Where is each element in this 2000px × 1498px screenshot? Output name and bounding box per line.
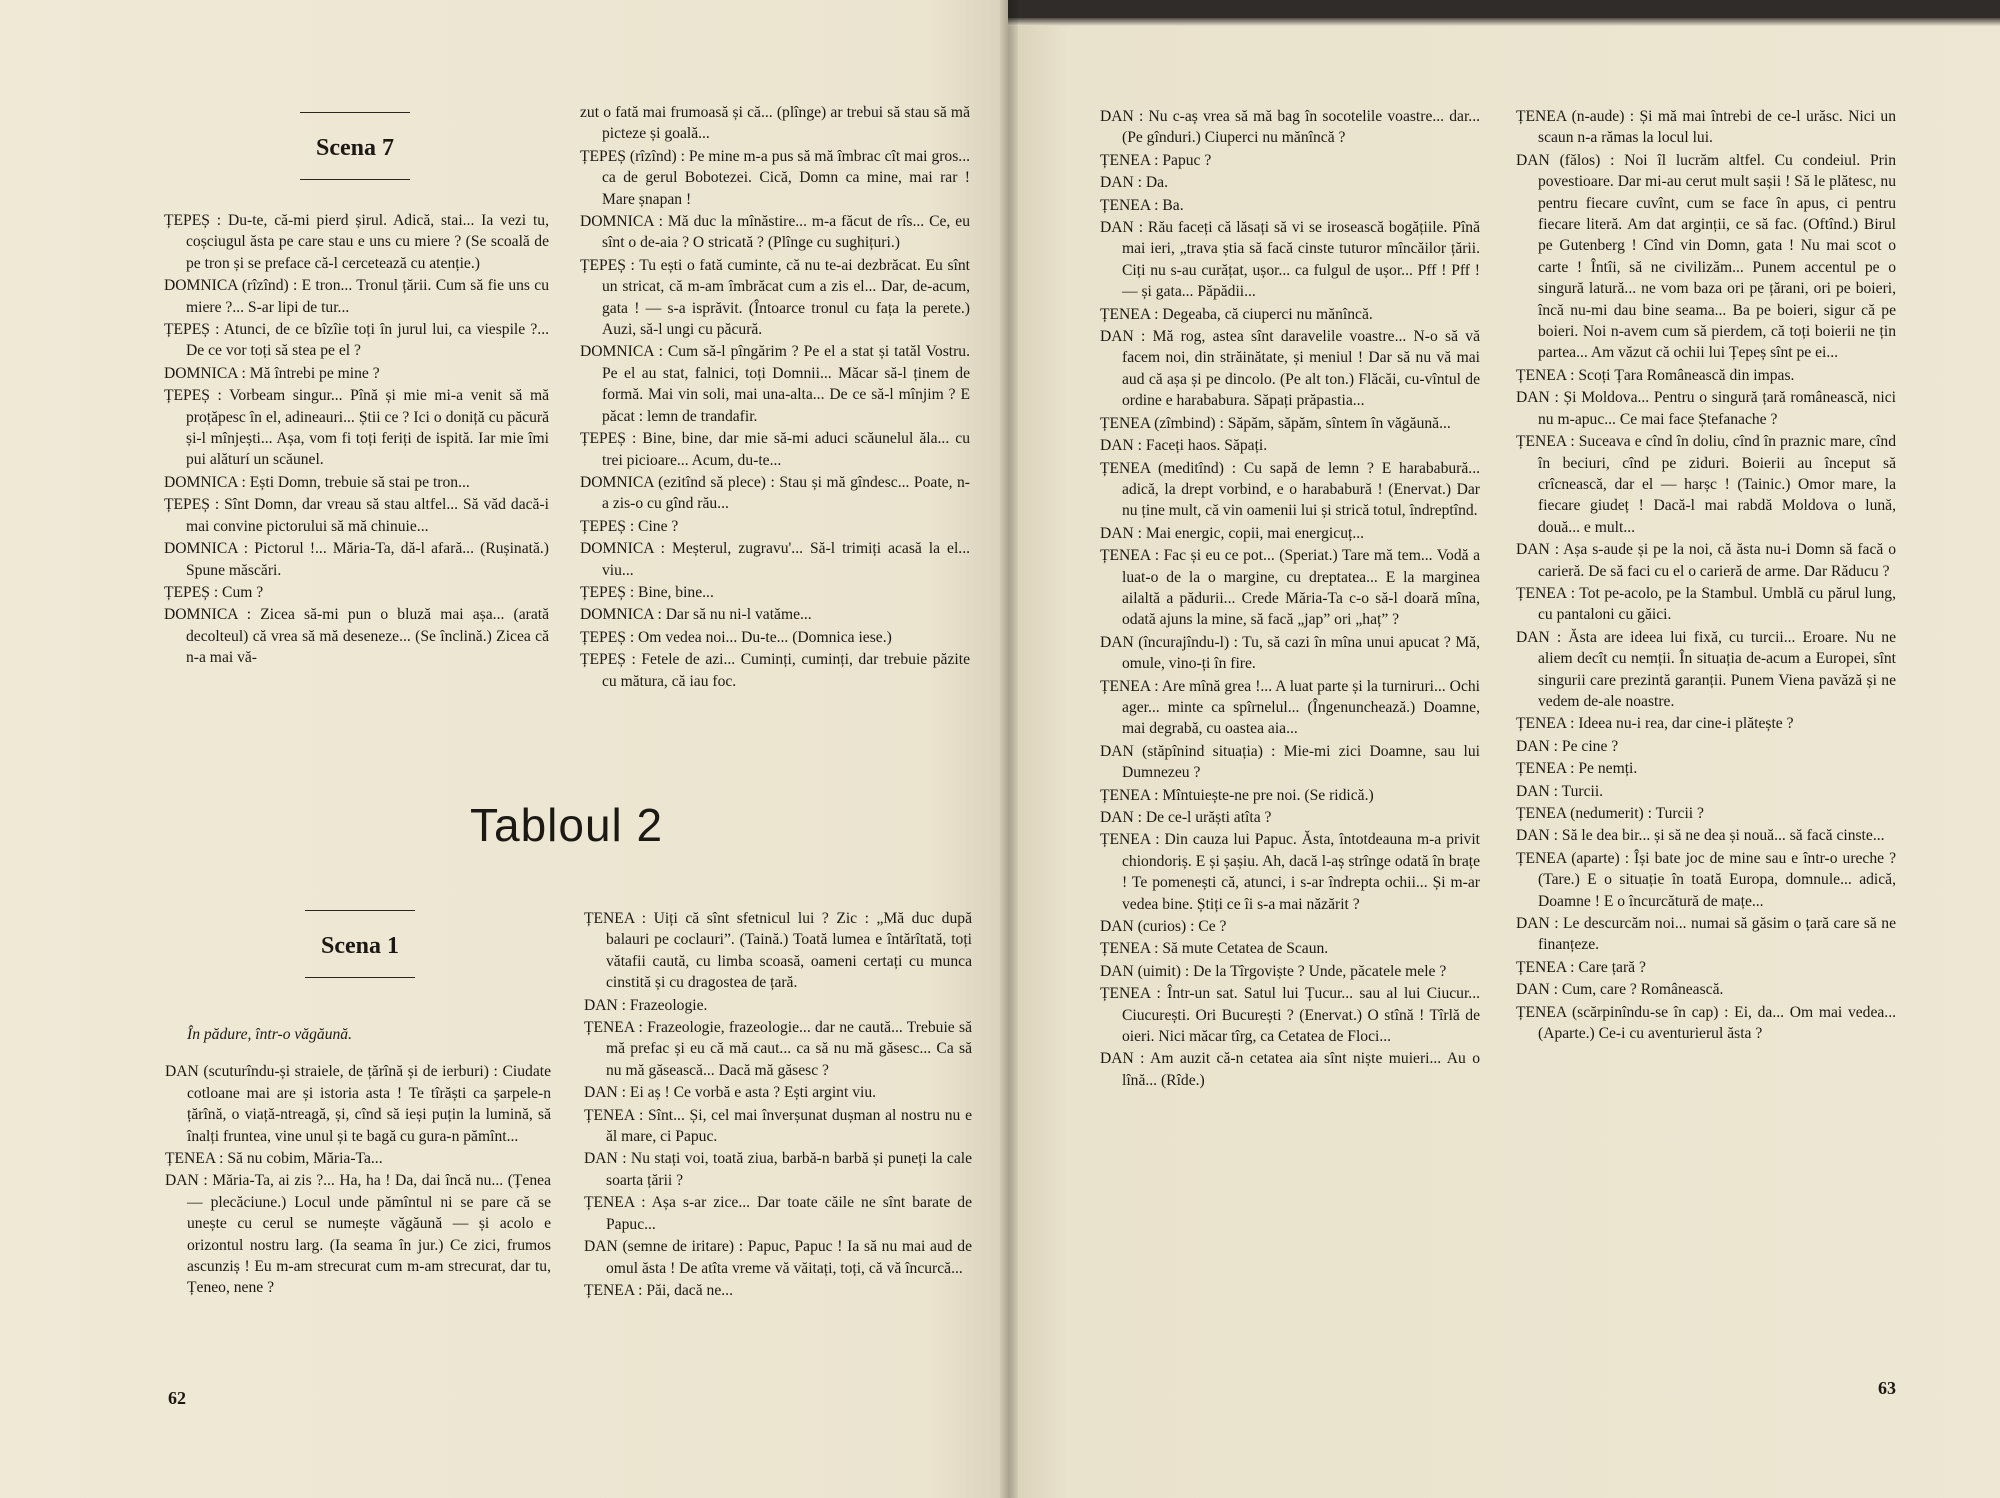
dialogue-line: DAN : Ăsta are ideea lui fixă, cu turcii... Eroare. Nu ne aliem decît cu nemții. În situația de-acum a Europei, sînt singurii care prezintă garanții. Punem Viena pavăză și ne vedem de-ale noastre. (1516, 628, 1896, 710)
dialogue-line: DAN : Turcii. (1516, 782, 1604, 800)
dialogue-line: DAN : Faceți haos. Săpați. (1100, 437, 1268, 455)
dialogue-line: DOMNICA : Dar să nu ni-l vatămе... (580, 606, 812, 624)
dialogue-line: ȚENEA : Uiți că sînt sfetnicul lui ? Zic : „Mă duc după balauri pe coclauri”. (Taină.) Toată lumea e întărîtată, toți vătafii caută, cu limba scoasă, oameni certați cu munca cinstită și cu dragostea de țară. (584, 910, 972, 992)
dialogue-line: DAN : Și Moldova... Pentru o singură țară românească, nici nu m-apuc... Ce mai face Ștefanache ? (1516, 389, 1896, 428)
dialogue-line: DAN (uimit) : De la Tîrgoviște ? Unde, păcatele mele ? (1100, 962, 1447, 980)
dialogue-line: DAN : De ce-l urăști atîta ? (1100, 809, 1272, 826)
dialogue-line: ȚENEA : Papuc ? (1100, 151, 1212, 169)
scene1-column-1 (165, 1002, 551, 1300)
dialogue-line: DAN (stăpînind situația) : Mie-mi zici Doamne, sau lui Dumnezeu ? (1100, 742, 1480, 782)
dialogue-line: ȚENEA : Păi, dacă ne... (584, 1281, 733, 1299)
book-gutter (1000, 0, 1018, 1498)
dialogue-line: ȚEPEȘ : Sînt Domn, dar vreau să stau altfel... Să văd dacă-i mai convine pictorului să mă chinuie... (164, 496, 549, 535)
dialogue-line: ȚENEA : Frazeologie, frazeologie... dar ne caută... Trebuie să mă prefac și eu că mă caut... ca să nu mă găsesc... Ca să nu mă găsească... Dacă mă găsesc ? (584, 1019, 972, 1079)
heading-rule-top (300, 112, 410, 113)
dialogue-line: ȚENEA (meditînd) : Cu sapă de lemn ? E harababură... adică, la drept vorbind, e o harababură ! (Enervat.) Dar nu ține mult, că vin oamenii lui și strică totul, îndreptînd. (1100, 459, 1480, 520)
dialogue-line: DAN : Mă rog, astea sînt daravelile voastre... N-o să vă facem noi, din străinătate, și meniul ! Dar să nu vă mai aud că așa și pe dincolo. (Pe alt ton.) Flăcăi, cu-vîntul de ordine e harababura. Săpați prăpastia... (1100, 328, 1480, 410)
dialogue-line: ȚEPEȘ (rîzînd) : Pe mine m-a pus să mă îmbrac cît mai gros... ca de gerul Bobotezei. Cică, Domn ca mine, mai rar ! Mare șnapan ! (580, 147, 970, 208)
dialogue-line: DOMNICA (rîzînd) : E tron... Tronul țării. Cum să fie uns cu miere ?... S-ar lipi de tur... (164, 277, 549, 316)
dialogue-line: DAN : Pe cine ? (1516, 737, 1619, 755)
dialogue-line: DAN : Da. (1100, 174, 1168, 192)
dialogue-line: DOMNICA : Meșterul, zugravu'... Să-l trimiți acasă la el... viu... (580, 540, 970, 579)
dialogue-line: ȚENEA : Degeaba, că ciuperci nu mănîncă. (1100, 305, 1373, 323)
dialogue-line: ȚENEA : Din cauza lui Papuc. Ăsta, întotdeauna m-a privit chiondoriș. E și șașiu. Ah, dacă l-aș strînge odată în brațe ! Te pomenești că, atunci, i s-ar îndrepta ochii... Și m-ar vedea bine. Știți ce îi s-a mai năzărit ? (1100, 831, 1480, 913)
dialogue-line: DAN : Nu c-aș vrea să mă bag în socotelile voastre... dar... (Pe gînduri.) Ciuperci nu mănîncă ? (1100, 108, 1480, 147)
dialogue-line: DAN : Mai energic, copii, mai energicuț... (1100, 524, 1365, 542)
dialogue-line: ȚEPEȘ : Om vedea noi... Du-te... (Domnica iese.) (580, 628, 892, 646)
page-number-left: 62 (168, 1388, 186, 1408)
dialogue-line: ȚEPEȘ : Bine, bine, dar mie să-mi aduci scăunelul ăla... cu trei picioare... Acum, du-te... (580, 430, 970, 469)
dialogue-line: ȚENEA : Într-un sat. Satul lui Țucur... sau al lui Ciucur... Ciucurești. Ori București ? (Enervat.) O stînă ! Tîrlă de oieri. Nici măcar tîrg, ca Cetatea de Floci... (1100, 985, 1480, 1046)
dialogue-line: ȚENEA : Să mute Cetatea de Scaun. (1100, 940, 1329, 958)
dialogue-line: ȚEPEȘ : Vorbeam singur... Pînă și mie mi-a venit să mă proțăpesc în el, adineauri... Știi ce ? Ici o doniță cu păcură și-l mînjești... Așa, vom fi toți feriți de ispită. Iar mie îmi pui alăturí un scăunel. (164, 387, 549, 469)
dialogue-line: ȚENEA : Pe nemți. (1516, 760, 1638, 778)
dialogue-line: DOMNICA : Mă duc la mînăstire... m-a făcut de rîs... Ce, eu sînt o de-aia ? O stricată ? (Plînge cu sughițuri.) (580, 213, 970, 252)
dialogue-line: ȚENEA : Tot pe-acolo, pe la Stambul. Umblă cu părul lung, cu pantaloni cu găici. (1516, 584, 1896, 624)
scene1-title: Scena 1 (321, 933, 399, 959)
dialogue-line: ȚEPEȘ : Fetele de azi... Cuminți, cuminți, dar trebuie păzite cu mătura, că iau foc. (580, 651, 970, 690)
heading-rule-top (305, 910, 415, 911)
dialogue-line: DAN (semne de iritare) : Papuc, Papuc ! Ia să nu mai aud de omul ăsta ! De atîta vreme vă văitați, toți, că vă încurcă... (584, 1238, 972, 1277)
dialogue-line: DAN : Rău faceți că lăsați să vi se irosească bogățiile. Pînă mai ieri, „trava știa să facă cinste tuturor mîncăilor țării. Ciți nu s-au curățat, ușor... ca fulgul de ușor... Pff ! Pff ! — și gata... Păpădii... (1100, 219, 1480, 301)
scene7-title: Scena 7 (316, 135, 394, 161)
dialogue-line: ȚEPEȘ : Atunci, de ce bîzîie toți în jurul lui, ca viespile ?... De ce vor toți să stea pe el ? (164, 321, 549, 360)
dialogue-line: ȚENEA (nedumerit) : Turcii ? (1516, 805, 1704, 822)
dialogue-line: DAN : Ei aș ! Ce vorbă e asta ? Ești argint viu. (584, 1084, 877, 1102)
dialogue-line: ȚENEA : Să nu cobim, Măria-Ta... (165, 1150, 383, 1168)
dialogue-line: ȚENEA : Ideea nu-i rea, dar cine-i plătește ? (1516, 715, 1794, 733)
dialogue-line: DAN (încurajîndu-l) : Tu, să cazi în mîna unui apucat ? Mă, omule, vino-ți în fire. (1100, 633, 1480, 673)
dialogue-line: ȚEPEȘ : Tu ești o fată cuminte, că nu te-ai dezbrăcat. Eu sînt un stricat, că m-am îmbrăcat cum a zis el... Dar, de-acum, gata ! — s-a isprăvit. (Întoarce tronul cu fața la perete.) Auzi, să-l ungi cu păcură. (580, 256, 970, 339)
scene7-column-1 (164, 210, 549, 670)
dialogue-line: ȚENEA : Suceava e cînd în doliu, cînd în praznic mare, cînd în beciuri, cînd pe ziduri. Boierii au început să crîcnească, dar el — harșc ! (Tainic.) Omor mare, la fiecare giudeț ! Dacă-l mai rabdă Moldova o lună, două... e mult... (1516, 433, 1896, 536)
dialogue-line: ȚENEA : Ba. (1100, 196, 1184, 214)
dialogue-line: DOMNICA : Mă întrebi pe mine ? (164, 364, 380, 382)
tableau-title: Tabloul 2 (470, 799, 664, 851)
scene7-column-2 (580, 102, 970, 693)
dialogue-line: ȚENEA : Sînt... Și, cel mai înverșunat dușman al nostru nu e ăl mare, ci Papuc. (584, 1106, 972, 1146)
dialogue-line: ȚENEA : Are mînă grea !... A luat parte și la turniruri... Ochi ager... minte ca spîrnelul... (Îngenunchează.) Doamne, mai degrabă, cu oastea aia... (1100, 677, 1480, 738)
dialogue-line: DAN (curios) : Ce ? (1100, 918, 1227, 936)
dialogue-line: ȚENEA : Fac și eu ce pot... (Speriat.) Tare mă tem... Vodă a luat-o de la o margine, cu dreptatea... E la marginea ailaltă a pădurii... Crede Măria-Ta c-o să-l doară mîna, odată ajuns la mine, să facă „jap” ori „haț” ? (1100, 547, 1480, 629)
page-number-right: 63 (1878, 1378, 1896, 1398)
dialogue-line: DOMNICA (ezitînd să plece) : Stau și mă gîndesc... Poate, n-a zis-o cu gînd rău... (580, 473, 970, 513)
dialogue-line: DOMNICA : Pictorul !... Măria-Ta, dă-l afară... (Rușinată.) Spune măscări. (164, 540, 549, 579)
heading-rule-bottom (300, 179, 410, 180)
dialogue-line: zut o fată mai frumoasă și că... (plînge) ar trebui să stau să mă picteze și goală... (580, 104, 970, 143)
dialogue-line: DAN (scuturîndu-și straiele, de țărînă și de ierburi) : Ciudate cotloane mai are și istoria asta ! Te tîrăști ca șarpele-n țărînă, o viață-ntreagă, și, cînd să ieși puțin la lumină, să înalți fruntea, vine unul și te bagă cu gura-n pămînt... (165, 1063, 551, 1145)
heading-rule-bottom (305, 977, 415, 978)
dialogue-line: ȚEPEȘ : Bine, bine... (580, 583, 714, 601)
dialogue-line: ȚENEA (zîmbind) : Săpăm, săpăm, sîntem în văgăună... (1100, 414, 1451, 432)
dialogue-line: DAN (fălos) : Noi îl lucrăm altfel. Cu condeiul. Prin povestioare. Dar mi-au cerut mult sașii ! Să le plătesc, nu pentru fiecare cuvînt, cum se face în apus, ci pentru fiecare literă. Am dat arginții, ce să fac. (Oftînd.) Birul pe Gutenberg ! Cînd vin Domn, gata ! Nu mai scot o carte ! Întîi, să ne civilizăm... Punem accentul pe o singură latură... ne vom baza ori pe țărani, ori pe boieri, încă nu-mi dau bine seama... Ba pe boieri, sigur că pe boieri. Noi n-avem cum să pierdem, că toți boierii ne țin partea... Am văzut că ochii lui Țepeș sînt pe ei... (1516, 151, 1896, 362)
scene1-setting: În pădure, într-o văgăună. (187, 1026, 352, 1043)
dialogue-line: DOMNICA : Cum să-l pîngărim ? Pe el a stat și tatăl Vostru. Pe el au stat, falnici, toți Domnii... Măcar să-l ținem de formă. Mai vin soli, mai una-alta... De ce să-l mînjim ? E păcat : lemn de trandafir. (580, 343, 970, 425)
dialogue-line: ȚEPEȘ : Du-te, că-mi pierd șirul. Adică, stai... Ia vezi tu, coșciugul ăsta pe care stau e uns cu miere ? (Se scoală de pe tron și se preface că-l cercetează cu atenție.) (164, 212, 549, 272)
dialogue-line: DAN : Măria-Ta, ai zis ?... Ha, ha ! Da, dai încă nu... (Țenea — plecăciune.) Locul unde pămîntul ni se pare că se unește cu cerul se numește văgăună — și acolo e orizontul nostru larg. (Ia seama în jur.) Ce zici, frumos ascunziș ! Eu m-am strecurat cum m-am strecurat, dar tu, Țeneo, nene ? (165, 1172, 551, 1297)
right-column-2 (1516, 106, 1896, 1045)
dialogue-line: DOMNICA : Zicea să-mi pun o bluză mai așa... (arată decolteul) că vrea să mă deseneze... (Se înclină.) Zicea că n-a mai vă- (164, 606, 549, 667)
dialogue-line: DAN : Așa s-aude și pe la noi, că ăsta nu-i Domn să facă o carieră. De să faci cu el o carieră de arme. Dar Răducu ? (1516, 541, 1896, 580)
dialogue-line: DAN : Să le dea bir... și să ne dea și nouă... să facă cinste... (1516, 827, 1885, 845)
dialogue-line: ȚENEA : Așa s-ar zice... Dar toate căile ne sînt barate de Papuc... (584, 1194, 972, 1233)
right-column-1 (1100, 106, 1480, 1092)
dialogue-line: DAN : Frazeologie. (584, 996, 708, 1014)
dialogue-line: DAN : Nu stați voi, toată ziua, barbă-n barbă și puneți la cale soarta țării ? (584, 1150, 972, 1189)
dialogue-line: DAN : Le descurcăm noi... numai să găsim o țară care să ne finanțeze. (1516, 915, 1896, 954)
scene1-column-2 (584, 908, 972, 1302)
scene7-heading (300, 112, 410, 180)
dialogue-line: ȚENEA (scărpinîndu-se în cap) : Ei, da... Om mai vedea... (Aparte.) Ce-i cu aventurierul ăsta ? (1516, 1003, 1896, 1043)
scene1-heading (305, 910, 415, 978)
book-top-edge (1008, 0, 2000, 26)
dialogue-line: ȚEPEȘ : Cine ? (580, 517, 679, 535)
dialogue-line: DOMNICA : Ești Domn, trebuie să stai pe tron... (164, 473, 470, 491)
dialogue-line: ȚENEA (n-aude) : Și mă mai întrebi de ce-l urăsc. Nici un scaun n-a rămas la locul lui. (1516, 108, 1896, 147)
dialogue-line: DAN : Am auzit că-n cetatea aia sînt niște muieri... Au o lînă... (Rîde.) (1100, 1050, 1480, 1089)
dialogue-line: ȚENEA : Care țară ? (1516, 958, 1646, 976)
right-page (1008, 0, 2000, 1498)
dialogue-line: ȚEPEȘ : Cum ? (164, 583, 264, 601)
dialogue-line: ȚENEA : Scoți Țara Românească din impas. (1516, 366, 1795, 384)
dialogue-line: ȚENEA (aparte) : Își bate joc de mine sau e într-o ureche ? (Tare.) E o situație în toată Europa, domnule... adică, Doamne ! E o încurcătură de mațe... (1516, 849, 1896, 910)
dialogue-line: DAN : Cum, care ? Românească. (1516, 981, 1724, 999)
dialogue-line: ȚENEA : Mîntuiește-ne pre noi. (Se ridică.) (1100, 786, 1374, 804)
